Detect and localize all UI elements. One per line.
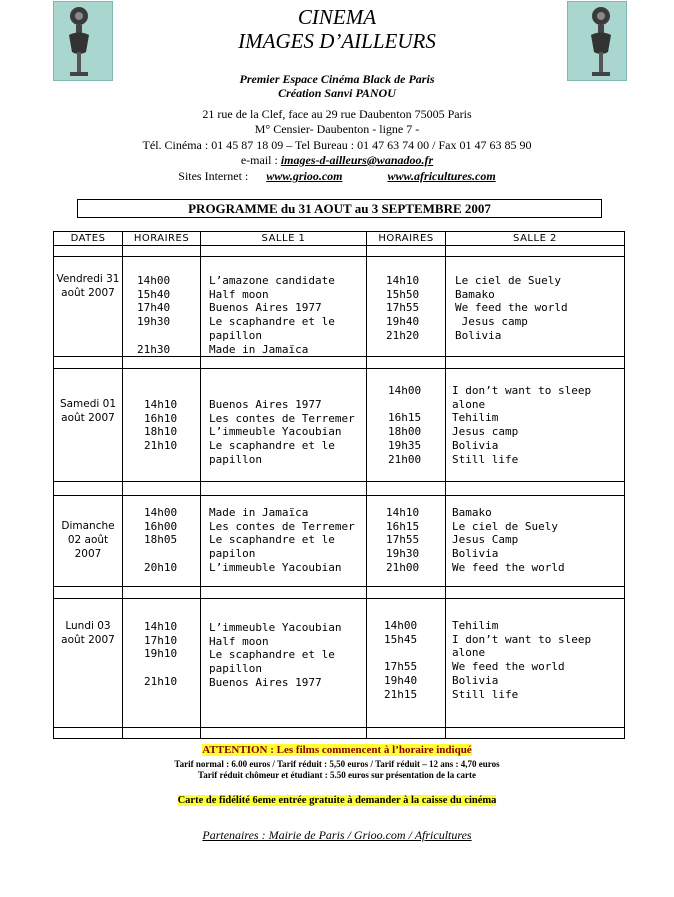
phones: Tél. Cinéma : 01 45 87 18 09 – Tel Bureau : 01 47 63 74 00 / Fax 01 47 63 85 90 [142,138,532,152]
partners-list: : Mairie de Paris / Grioo.com / Africultures [258,828,472,842]
times-salle-2: 14h00 15h45 17h55 19h40 21h15 [384,619,418,701]
header-horaires-2: HORAIRES [378,233,434,244]
metro: M° Censier- Daubenton - ligne 7 - [254,122,420,136]
films-salle-1: Made in Jamaïca Les contes de Terremer Le scaphandre et le papilon L’immeuble Yacoubian [209,506,355,574]
email-label: e-mail : [240,153,281,167]
sites-line [0,169,674,184]
fidelite-line [0,795,674,806]
times-salle-2: 14h00 16h15 18h00 19h35 21h00 [388,384,422,466]
title-line-2: IMAGES D’AILLEURS [238,29,436,53]
times-salle-1: 14h10 17h10 19h10 21h10 [144,620,178,688]
partners-label: Partenaires [202,828,259,842]
site-link-grioo[interactable]: www.grioo.com [266,169,343,183]
tarif-line-1: Tarif normal : 6.00 euros / Tarif réduit : 5,50 euros / Tarif réduit – 12 ans : 4,70 euros [174,759,500,769]
times-salle-2: 14h10 15h50 17h55 19h40 21h20 [386,274,420,342]
films-salle-2: I don’t want to sleep alone Tehilim Jesus camp Bolivia Still life [452,384,592,466]
site-link-africultures[interactable]: www.africultures.com [387,169,496,183]
sites-label: Sites Internet : [178,169,249,183]
programme-title: PROGRAMME du 31 AOUT au 3 SEPTEMBRE 2007 [77,199,602,218]
tarif-line-2: Tarif réduit chômeur et étudiant : 5.50 euros sur présentation de la carte [198,770,476,780]
subtitle-line-2: Création Sanvi PANOU [278,86,396,100]
films-salle-2: Tehilim I don’t want to sleep alone We feed the world Bolivia Still life [452,619,592,701]
times-salle-1: 14h00 15h40 17h40 19h30 21h30 [137,274,171,356]
date-cell: Vendredi 31 août 2007 [56,273,120,299]
attention-notice: ATTENTION : Les films commencent à l’horaire indiqué [202,744,472,756]
fidelite-notice: Carte de fidélité 6eme entrée gratuite à demander à la caisse du cinéma [177,795,497,806]
header-salle-2: SALLE 2 [513,233,557,244]
subtitle-line-1: Premier Espace Cinéma Black de Paris [239,72,435,86]
films-salle-1: Buenos Aires 1977 Les contes de Terremer L’immeuble Yacoubian Le scaphandre et le papillon [209,398,355,466]
header-horaires-1: HORAIRES [133,233,190,244]
times-salle-1: 14h00 16h00 18h05 20h10 [144,506,178,574]
films-salle-2: Le ciel de Suely Bamako We feed the world Jesus camp Bolivia [455,274,568,342]
date-cell: Samedi 01 août 2007 [59,398,117,424]
email-link[interactable]: images-d-ailleurs@wanadoo.fr [280,153,434,167]
partners-line [0,830,674,841]
email-line [0,153,674,168]
films-salle-2: Bamako Le ciel de Suely Jesus Camp Bolivia We feed the world [452,506,565,574]
attention-line [0,745,674,756]
header-dates: DATES [70,233,106,244]
films-salle-1: L’amazone candidate Half moon Buenos Aires 1977 Le scaphandre et le papillon Made in Jamaïca [209,274,335,356]
films-salle-1: L’immeuble Yacoubian Half moon Le scaphandre et le papillon Buenos Aires 1977 [209,621,342,689]
title-line-1: CINEMA [297,5,377,29]
date-cell: Lundi 03 août 2007 [61,620,115,646]
times-salle-2: 14h10 16h15 17h55 19h30 21h00 [386,506,420,574]
date-cell: Dimanche 02 août 2007 [61,520,115,560]
times-salle-1: 14h10 16h10 18h10 21h10 [144,398,178,453]
header-salle-1: SALLE 1 [261,233,306,244]
address: 21 rue de la Clef, face au 29 rue Daubenton 75005 Paris [202,107,472,121]
